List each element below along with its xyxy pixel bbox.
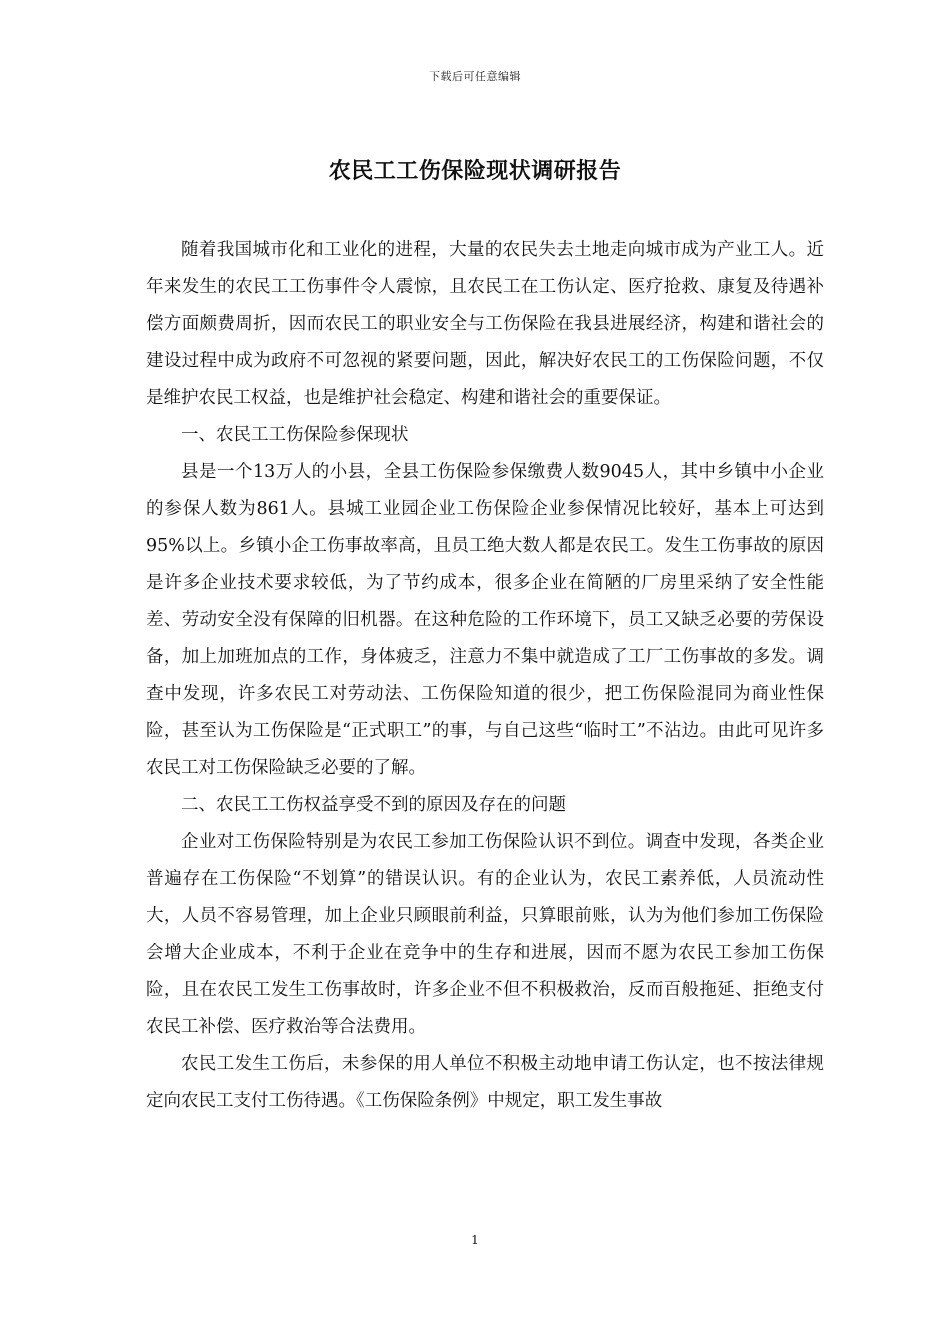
document-body — [146, 232, 824, 1120]
section-heading-1: 一、农民工工伤保险参保现状 — [181, 425, 409, 445]
document-title: 农民工工伤保险现状调研报告 — [328, 158, 622, 184]
paragraph-section-2-b: 农民工发生工伤后，未参保的用人单位不积极主动地申请工伤认定，也不按法律规定向农民工支付工伤待遇。《工伤保险条例》中规定，职工发生事故 — [146, 1054, 824, 1111]
paragraph-intro: 随着我国城市化和工业化的进程，大量的农民失去土地走向城市成为产业工人。近年来发生的农民工工伤事件令人震惊，且农民工在工伤认定、医疗抢救、康复及待遇补偿方面颇费周折，因而农民工的职业安全与工伤保险在我县进展经济，构建和谐社会的建设过程中成为政府不可忽视的紧要问题，因此，解决好农民工的工伤保险问题，不仅是维护农民工权益，也是维护社会稳定、构建和谐社会的重要保证。 — [146, 240, 824, 408]
paragraph-section-1: 县是一个13万人的小县，全县工伤保险参保缴费人数9045人，其中乡镇中小企业的参保人数为861人。县城工业园企业工伤保险企业参保情况比较好，基本上可达到95%以上。乡镇小企工伤事故率高，且员工绝大数人都是农民工。发生工伤事故的原因是许多企业技术要求较低，为了节约成本，很多企业在简陋的厂房里采纳了安全性能差、劳动安全没有保障的旧机器。在这种危险的工作环境下，员工又缺乏必要的劳保设备，加上加班加点的工作，身体疲乏，注意力不集中就造成了工厂工伤事故的多发。调查中发现，许多农民工对劳动法、工伤保险知道的很少，把工伤保险混同为商业性保险，甚至认为工伤保险是“正式职工”的事，与自己这些“临时工”不沾边。由此可见许多农民工对工伤保险缺乏必要的了解。 — [146, 462, 824, 778]
header-note: 下载后可任意编辑 — [429, 70, 521, 83]
page-number: 1 — [471, 1233, 479, 1247]
section-heading-2: 二、农民工工伤权益享受不到的原因及存在的问题 — [181, 795, 566, 815]
paragraph-section-2-a: 企业对工伤保险特别是为农民工参加工伤保险认识不到位。调查中发现，各类企业普遍存在工伤保险“不划算”的错误认识。有的企业认为，农民工素养低，人员流动性大，人员不容易管理，加上企业只顾眼前利益，只算眼前账，认为为他们参加工伤保险会增大企业成本，不利于企业在竞争中的生存和进展，因而不愿为农民工参加工伤保险，且在农民工发生工伤事故时，许多企业不但不积极救治，反而百般拖延、拒绝支付农民工补偿、医疗救治等合法费用。 — [146, 832, 824, 1037]
